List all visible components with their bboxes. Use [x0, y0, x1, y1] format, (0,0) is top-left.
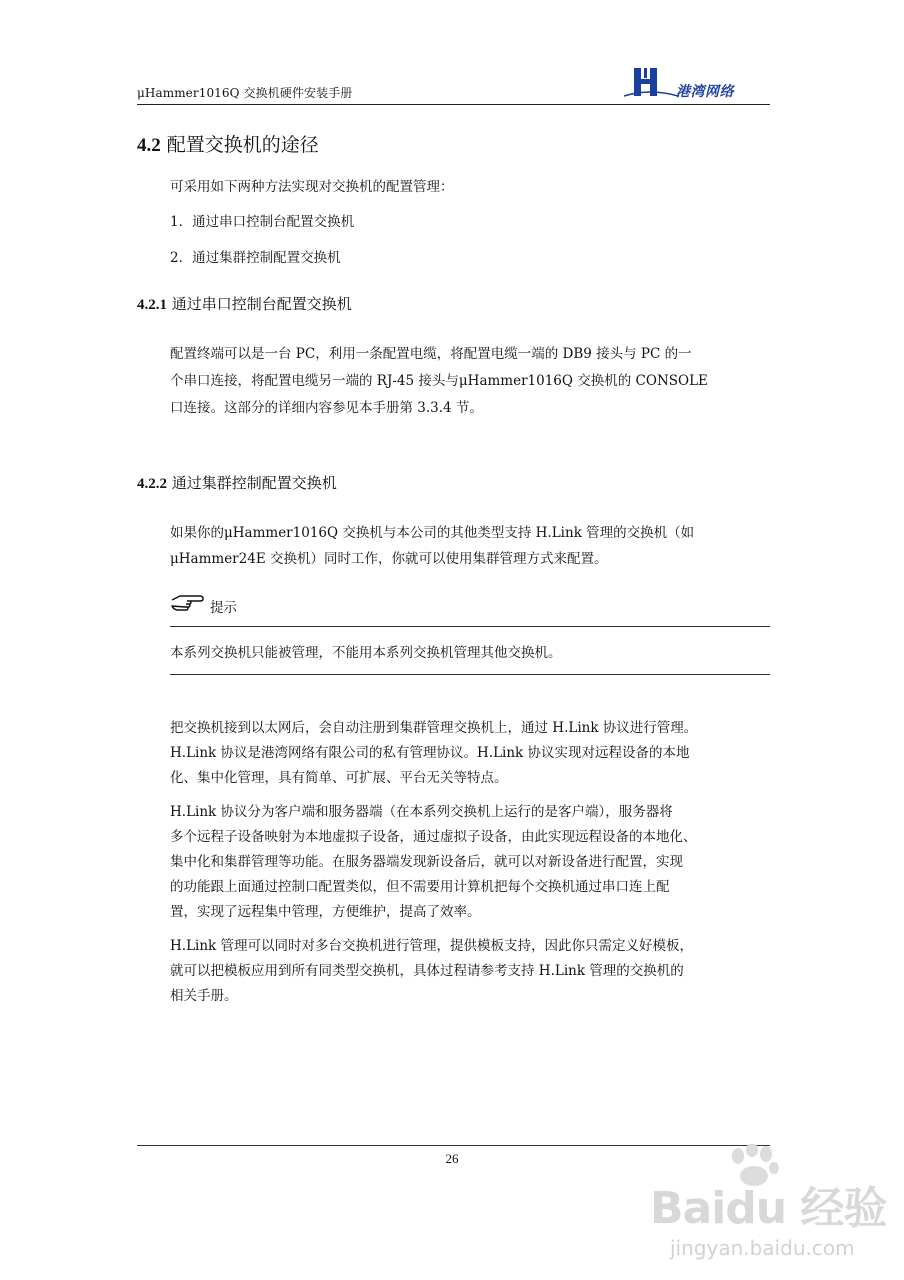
body-line: 集中化和集群管理等功能。在服务器端发现新设备后，就可以对新设备进行配置，实现 — [170, 854, 683, 870]
note-top-divider — [170, 626, 770, 627]
watermark-brand: Baidu 经验 — [650, 1183, 887, 1234]
body-line: 多个远程子设备映射为本地虚拟子设备，通过虚拟子设备，由此实现远程设备的本地化、 — [170, 829, 697, 845]
body-line: 把交换机接到以太网后，会自动注册到集群管理交换机上，通过 H.Link 协议进行管理。 — [170, 720, 698, 736]
note-text: 本系列交换机只能被管理，不能用本系列交换机管理其他交换机。 — [170, 645, 562, 661]
body-line: 配置终端可以是一台 PC，利用一条配置电缆，将配置电缆一端的 DB9 接头与 PC 的一 — [170, 346, 692, 362]
body-line: 相关手册。 — [170, 988, 238, 1004]
baidu-watermark — [640, 1140, 890, 1270]
body-line: 个串口连接，将配置电缆另一端的 RJ-45 接头与μHammer1016Q 交换机的 CONSOLE — [170, 373, 708, 389]
page-header — [137, 66, 770, 106]
body-line: 口连接。这部分的详细内容参见本手册第 3.3.4 节。 — [170, 400, 483, 416]
company-logo — [620, 66, 770, 104]
subsection-title: 通过集群控制配置交换机 — [171, 474, 337, 492]
body-line: 如果你的μHammer1016Q 交换机与本公司的其他类型支持 H.Link 管理的交换机（如 — [170, 525, 695, 541]
logo-text: 港湾网络 — [676, 84, 734, 100]
subsection-title: 通过串口控制台配置交换机 — [171, 295, 352, 313]
subsection-number: 4.2.2 — [137, 476, 167, 492]
section-title: 配置交换机的途径 — [166, 134, 319, 156]
body-line: H.Link 协议分为客户端和服务器端（在本系列交换机上运行的是客户端），服务器将 — [170, 804, 673, 820]
method-item: 2．通过集群控制配置交换机 — [170, 250, 341, 266]
logo-h-icon — [620, 66, 680, 104]
header-divider — [137, 104, 770, 105]
section-heading — [137, 130, 319, 157]
section-number: 4.2 — [137, 135, 161, 156]
body-line: 就可以把模板应用到所有同类型交换机，具体过程请参考支持 H.Link 管理的交换机的 — [170, 963, 684, 979]
method-item: 1．通过串口控制台配置交换机 — [170, 214, 355, 230]
page-number: 26 — [445, 1151, 459, 1166]
subsection-number: 4.2.1 — [137, 297, 167, 313]
body-line: H.Link 管理可以同时对多台交换机进行管理，提供模板支持，因此你只需定义好模板， — [170, 938, 694, 954]
section-intro: 可采用如下两种方法实现对交换机的配置管理： — [170, 179, 454, 195]
note-header — [170, 590, 290, 618]
pointing-hand-icon — [170, 592, 204, 614]
body-line: μHammer24E 交换机）同时工作，你就可以使用集群管理方式来配置。 — [170, 551, 608, 567]
watermark-url: jingyan.baidu.com — [670, 1236, 855, 1260]
subsection-heading — [137, 472, 337, 493]
note-bottom-divider — [170, 674, 770, 675]
body-line: 置，实现了远程集中管理，方便维护，提高了效率。 — [170, 904, 481, 920]
header-title: μHammer1016Q 交换机硬件安装手册 — [137, 86, 353, 100]
body-line: 的功能跟上面通过控制口配置类似，但不需要用计算机把每个交换机通过串口连上配 — [170, 879, 670, 895]
body-line: 化、集中化管理，具有简单、可扩展、平台无关等特点。 — [170, 770, 508, 786]
note-label: 提示 — [210, 600, 237, 616]
body-line: H.Link 协议是港湾网络有限公司的私有管理协议。H.Link 协议实现对远程设备的本地 — [170, 745, 690, 761]
subsection-heading — [137, 293, 352, 314]
